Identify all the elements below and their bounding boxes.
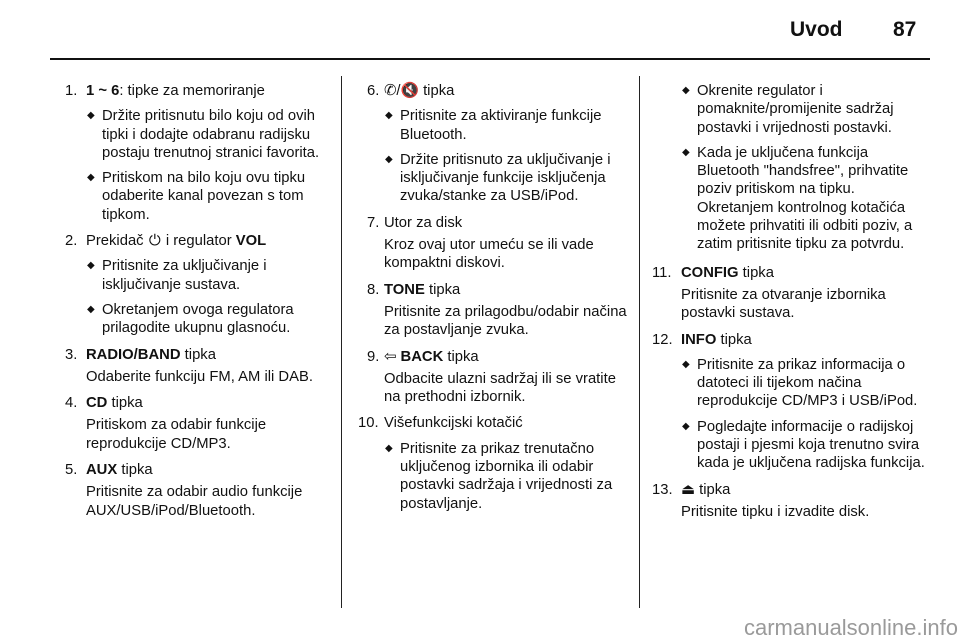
bullet: [86, 107, 335, 162]
item-number: 2.: [65, 233, 78, 250]
bullet-text: Pogledajte informacije o radijskoj postaji i pjesmi koja trenutno svira kada je uključena radijska funkcija.: [697, 418, 925, 472]
bullet: [681, 356, 926, 411]
list-item-13: [652, 481, 926, 522]
item-label: Utor za disk: [384, 214, 463, 231]
item-description: Odbacite ulazni sadržaj ili se vratite na prethodni izbornik.: [384, 370, 616, 406]
list-item-3: [65, 346, 335, 387]
bullet-text: Držite pritisnutu bilo koju od ovih tipki i dodajte odabranu radijsku postaju trenutnoj stranici favorita.: [102, 108, 320, 161]
header-rule: [50, 58, 930, 60]
item-label: VOL: [235, 233, 267, 250]
list-item-10-continued: [652, 82, 926, 254]
item-description: Pritiskom za odabir funkcije reprodukcije CD/MP3.: [86, 417, 267, 452]
column-divider-2: [639, 76, 640, 608]
item-label: RADIO/BAND: [86, 346, 181, 363]
column-3: [652, 82, 926, 529]
bullet-icon: ◆: [87, 260, 95, 272]
item-description: Pritisnite za odabir audio funkcije AUX/USB/iPod/Bluetooth.: [86, 484, 303, 519]
bullet: [86, 169, 335, 224]
item-number: 4.: [65, 395, 78, 412]
item-label: Višefunkcijski kotačić: [384, 415, 523, 432]
bullet: [681, 82, 926, 137]
column-2: [355, 82, 633, 521]
bullet-text: Okretanjem ovoga regulatora prilagodite ukupnu glasnoću.: [102, 301, 294, 337]
item-text: tipka: [121, 462, 153, 479]
bullet-icon: ◆: [385, 110, 393, 122]
bullet-text: Pritisnite za aktiviranje funkcije Bluetooth.: [400, 108, 602, 143]
page-number: 87: [893, 18, 917, 41]
eject-icon: ⏏: [681, 481, 695, 498]
list-item-11: [652, 264, 926, 323]
item-number: 6.: [367, 83, 380, 99]
bullet-text: Pritisnite za prikaz informacija o datoteci ili tijekom načina reprodukcije CD/MP3 i USB/iPod.: [697, 356, 918, 410]
bullet-icon: ◆: [87, 303, 95, 315]
list-item-2: [65, 232, 335, 337]
bullet: [86, 301, 335, 338]
bullet-icon: ◆: [385, 153, 393, 165]
item-number: 7.: [367, 214, 380, 231]
bullet: [384, 151, 633, 206]
item-number: 1.: [65, 83, 78, 99]
list-item-6: [355, 82, 633, 206]
list-item-7: [355, 214, 633, 273]
list-item-8: [355, 281, 633, 340]
item-number: 9.: [367, 348, 380, 365]
item-number: 3.: [65, 346, 78, 363]
column-1: [65, 82, 335, 528]
item-text: tipka: [428, 281, 461, 298]
item-text: : tipke za memoriranje: [119, 83, 265, 99]
bullet: [384, 107, 633, 144]
list-item-10: [355, 414, 633, 512]
list-item-9: [355, 348, 633, 407]
item-label: INFO: [681, 331, 717, 348]
item-text: i regulator: [165, 233, 232, 250]
item-description: Pritisnite tipku i izvadite disk.: [681, 503, 870, 520]
list-item-12: [652, 331, 926, 473]
item-number: 10.: [358, 415, 379, 432]
item-label: 1 ~ 6: [86, 83, 120, 99]
bullet-icon: ◆: [87, 110, 95, 122]
bullet-text: Kada je uključena funkcija Bluetooth "handsfree", prihvatite poziv pritiskom na tipku. Okretanjem kontrolnog kotačića možete prihvatiti ili odbiti poziv, a zatim pritisnite tipku za potvrdu.: [697, 144, 913, 253]
item-description: Odaberite funkciju FM, AM ili DAB.: [86, 368, 313, 385]
bullet: [86, 257, 335, 294]
bullet-text: Pritisnite za prikaz trenutačno uključenog izbornika ili odabir postavki sadržaja i vrijednosti za postavljanje.: [400, 440, 613, 512]
bullet-icon: ◆: [682, 146, 690, 158]
list-item-5: [65, 461, 335, 520]
bullet: [681, 418, 926, 473]
bullet-icon: ◆: [682, 85, 690, 96]
bullet-text: Držite pritisnuto za uključivanje i isključivanje funkcije isključenja zvuka/stanke za USB/iPod.: [400, 151, 611, 205]
item-number: 11.: [652, 264, 672, 281]
item-label: TONE: [384, 281, 425, 298]
item-label: AUX: [86, 462, 118, 479]
column-divider-1: [341, 76, 342, 608]
watermark: carmanualsonline.info: [743, 615, 958, 640]
page-header-title: Uvod: [790, 18, 843, 41]
bullet-icon: ◆: [682, 358, 690, 370]
phone-mute-icon: ✆/🔇: [384, 83, 419, 99]
item-number: 5.: [65, 462, 78, 479]
item-number: 8.: [367, 281, 380, 298]
item-description: Pritisnite za prilagodbu/odabir načina za postavljanje zvuka.: [384, 303, 627, 339]
item-description: Pritisnite za otvaranje izbornika postavki sustava.: [681, 286, 886, 322]
item-description: Kroz ovaj utor umeću se ili vade kompaktni diskovi.: [384, 237, 594, 272]
item-number: 13.: [652, 481, 673, 498]
item-number: 12.: [652, 331, 673, 348]
item-text: Prekidač: [86, 233, 144, 250]
list-item-1: [65, 82, 335, 224]
item-label: CD: [86, 395, 108, 412]
bullet-icon: ◆: [87, 172, 95, 184]
bullet-text: Pritisnite za uključivanje i isključivanje sustava.: [102, 258, 267, 293]
power-icon: ⏻: [148, 233, 161, 250]
item-text: tipka: [423, 83, 455, 99]
list-item-4: [65, 394, 335, 453]
bullet-text: Pritiskom na bilo koju ovu tipku odaberite kanal povezan s tom tipkom.: [102, 170, 306, 223]
item-text: tipka: [447, 348, 479, 365]
bullet-icon: ◆: [682, 420, 690, 432]
item-text: tipka: [184, 346, 216, 363]
item-text: tipka: [699, 481, 731, 498]
bullet-icon: ◆: [385, 442, 393, 454]
bullet-text: Okrenite regulator i pomaknite/promijenite sadržaj postavki i vrijednosti postavki.: [697, 83, 894, 136]
item-text: tipka: [720, 331, 752, 348]
item-text: tipka: [111, 395, 143, 412]
item-label: CONFIG: [681, 264, 739, 281]
back-icon: ⇦: [384, 348, 397, 365]
bullet: [384, 440, 633, 513]
item-label: BACK: [400, 348, 444, 365]
item-text: tipka: [742, 264, 774, 281]
bullet: [681, 144, 926, 254]
